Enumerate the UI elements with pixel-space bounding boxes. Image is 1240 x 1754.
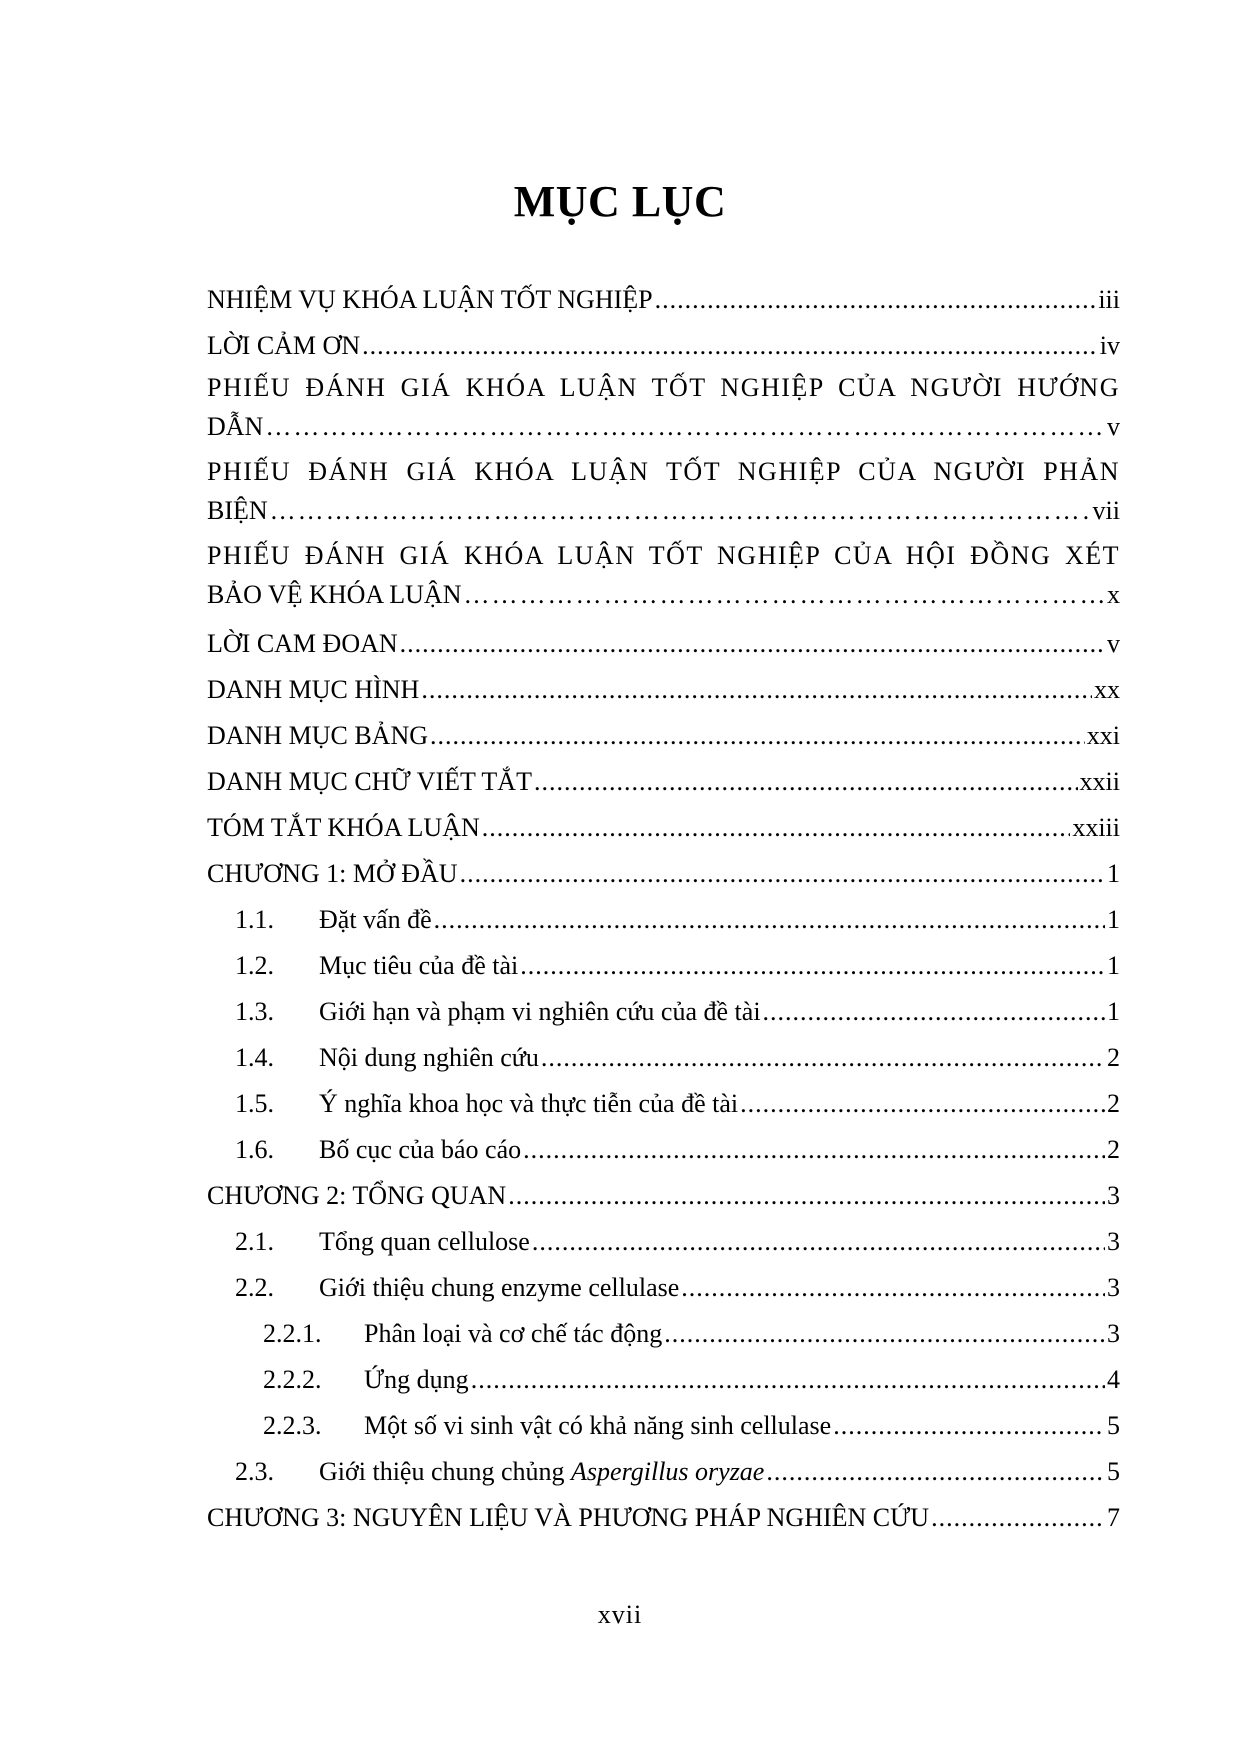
dot-leader	[460, 851, 1105, 897]
toc-entry-page: v	[1107, 629, 1120, 658]
toc-entry-line2	[207, 575, 1120, 615]
toc-entry-text: CHƯƠNG 1: MỞ ĐẦU	[207, 859, 458, 888]
toc-section-number: 2.2.	[235, 1273, 274, 1302]
toc-section-number: 1.1.	[235, 905, 274, 934]
dot-leader	[681, 1265, 1105, 1311]
toc-section[interactable]	[207, 1127, 1120, 1173]
toc-section-number: 1.6.	[235, 1135, 274, 1164]
toc-chapter-2[interactable]	[207, 1173, 1120, 1219]
toc-entry[interactable]	[207, 323, 1120, 369]
toc-entry-page: 1	[1107, 951, 1120, 980]
toc-subsection[interactable]	[207, 1357, 1120, 1403]
toc-entry-text: Nội dung nghiên cứu	[319, 1043, 539, 1072]
toc-entry-text: DANH MỤC HÌNH	[207, 675, 420, 704]
toc-entry-page: 5	[1107, 1457, 1120, 1486]
toc-entry-line2	[207, 407, 1120, 447]
toc-entry[interactable]	[207, 277, 1120, 323]
toc-entry-page: 3	[1107, 1319, 1120, 1348]
toc-section-number: 1.5.	[235, 1089, 274, 1118]
dot-leader	[655, 277, 1097, 323]
toc-entry-text: PHIẾU ĐÁNH GIÁ KHÓA LUẬN TỐT NGHIỆP CỦA NGƯỜI HƯỚNG	[207, 373, 1120, 402]
dot-leader	[430, 713, 1085, 759]
toc-entry-page: 2	[1107, 1043, 1120, 1072]
toc-entry-page: 2	[1107, 1089, 1120, 1118]
toc-entry-page: xxi	[1086, 721, 1120, 750]
toc-entry-text: Phân loại và cơ chế tác động	[364, 1319, 663, 1348]
toc-entry[interactable]	[207, 759, 1120, 805]
toc-entry[interactable]	[207, 537, 1120, 615]
toc-entry-text: Tổng quan cellulose	[319, 1227, 530, 1256]
toc-entry-text-continued: BIỆN	[207, 496, 268, 525]
dot-leader	[766, 1449, 1105, 1495]
toc-section[interactable]	[207, 1081, 1120, 1127]
toc-section[interactable]	[207, 943, 1120, 989]
toc-entry-page: x	[1107, 580, 1120, 609]
toc-entry-page: vii	[1092, 496, 1120, 525]
page-number-footer: xvii	[597, 1600, 643, 1629]
dot-leader	[523, 1127, 1105, 1173]
toc-entry-page: xxiii	[1072, 813, 1120, 842]
dot-leader	[508, 1173, 1105, 1219]
toc-entry-page: 3	[1107, 1227, 1120, 1256]
toc-section-number: 1.4.	[235, 1043, 274, 1072]
toc-entry-page: 1	[1107, 997, 1120, 1026]
toc-entry-text: LỜI CAM ĐOAN	[207, 629, 398, 658]
toc-section[interactable]	[207, 1035, 1120, 1081]
dot-leader	[931, 1495, 1105, 1541]
toc-entry-text: DANH MỤC CHỮ VIẾT TẮT	[207, 767, 532, 796]
page-title: MỤC LỤC	[513, 177, 727, 226]
toc-entry-page: 4	[1107, 1365, 1120, 1394]
dot-leader	[421, 667, 1092, 713]
dot-leader	[833, 1403, 1105, 1449]
toc-section[interactable]	[207, 989, 1120, 1035]
dot-leader	[740, 1081, 1105, 1127]
toc-entry[interactable]	[207, 805, 1120, 851]
toc-entry-text: LỜI CẢM ƠN	[207, 331, 361, 360]
dot-leader	[763, 989, 1105, 1035]
toc-entry[interactable]	[207, 369, 1120, 447]
toc-chapter-1[interactable]	[207, 851, 1120, 897]
toc-entry-line2	[207, 491, 1120, 531]
dot-leader	[664, 1311, 1105, 1357]
toc-entry-text-continued: DẪN	[207, 412, 264, 441]
dot-leader	[434, 897, 1105, 943]
dot-leader	[270, 491, 1091, 531]
toc-entry-page: xxii	[1079, 767, 1120, 796]
toc-entry-page: 5	[1107, 1411, 1120, 1440]
toc-section-number: 2.2.1.	[263, 1319, 322, 1348]
toc-entry-page: 7	[1107, 1503, 1120, 1532]
toc-entry-text-continued: BẢO VỆ KHÓA LUẬN	[207, 580, 462, 609]
toc-entry-text	[319, 1449, 764, 1495]
toc-section[interactable]	[207, 1449, 1120, 1495]
toc-section-number: 2.2.3.	[263, 1411, 322, 1440]
toc-entry-page: 1	[1107, 859, 1120, 888]
dot-leader	[471, 1357, 1105, 1403]
toc-entry-page: iii	[1098, 285, 1120, 314]
toc-entry-page: 3	[1107, 1181, 1120, 1210]
toc-entry-text: TÓM TẮT KHÓA LUẬN	[207, 813, 480, 842]
dot-leader	[532, 1219, 1105, 1265]
toc-entry-text: Ứng dụng	[364, 1365, 469, 1394]
toc-section-number: 2.1.	[235, 1227, 274, 1256]
toc-section-number: 2.3.	[235, 1457, 274, 1486]
toc-entry[interactable]	[207, 621, 1120, 667]
toc-entry-text-roman: Giới thiệu chung chủng	[319, 1457, 572, 1486]
toc-entry-text: Giới hạn và phạm vi nghiên cứu của đề tài	[319, 997, 761, 1026]
toc-entry-text-italic: Aspergillus oryzae	[571, 1457, 765, 1486]
dot-leader	[362, 323, 1098, 369]
dot-leader	[400, 621, 1105, 667]
dot-leader	[520, 943, 1105, 989]
dot-leader	[463, 575, 1105, 615]
toc-section[interactable]	[207, 1265, 1120, 1311]
toc-section-number: 2.2.2.	[263, 1365, 322, 1394]
toc-entry-page: iv	[1099, 331, 1120, 360]
toc-subsection[interactable]	[207, 1311, 1120, 1357]
toc-entry-text: PHIẾU ĐÁNH GIÁ KHÓA LUẬN TỐT NGHIỆP CỦA NGƯỜI PHẢN	[207, 457, 1120, 486]
toc-entry-text: Ý nghĩa khoa học và thực tiễn của đề tài	[319, 1089, 739, 1118]
toc-entry[interactable]	[207, 713, 1120, 759]
toc-section[interactable]	[207, 897, 1120, 943]
toc-section[interactable]	[207, 1219, 1120, 1265]
dot-leader	[265, 407, 1105, 447]
toc-entry-page: 2	[1107, 1135, 1120, 1164]
toc-entry-text: PHIẾU ĐÁNH GIÁ KHÓA LUẬN TỐT NGHIỆP CỦA HỘI ĐỒNG XÉT	[207, 541, 1120, 570]
toc-entry-text: Giới thiệu chung enzyme cellulase	[319, 1273, 680, 1302]
table-of-contents	[207, 277, 1120, 1541]
toc-entry-text: CHƯƠNG 3: NGUYÊN LIỆU VÀ PHƯƠNG PHÁP NGHIÊN CỨU	[207, 1503, 930, 1532]
toc-entry-text: DANH MỤC BẢNG	[207, 721, 429, 750]
toc-entry-page: 3	[1107, 1273, 1120, 1302]
toc-entry-text: Mục tiêu của đề tài	[319, 951, 519, 980]
toc-entry-text: NHIỆM VỤ KHÓA LUẬN TỐT NGHIỆP	[207, 285, 653, 314]
toc-entry-text: CHƯƠNG 2: TỔNG QUAN	[207, 1181, 507, 1210]
toc-subsection[interactable]	[207, 1403, 1120, 1449]
dot-leader	[482, 805, 1071, 851]
toc-entry-page: xx	[1094, 675, 1120, 704]
toc-chapter-3[interactable]	[207, 1495, 1120, 1541]
toc-section-number: 1.3.	[235, 997, 274, 1026]
toc-entry-page: v	[1107, 412, 1120, 441]
toc-entry[interactable]	[207, 453, 1120, 531]
dot-leader	[541, 1035, 1105, 1081]
toc-entry-page: 1	[1107, 905, 1120, 934]
toc-entry[interactable]	[207, 667, 1120, 713]
toc-entry-text: Một số vi sinh vật có khả năng sinh cellulase	[364, 1411, 832, 1440]
toc-entry-text: Bố cục của báo cáo	[319, 1135, 522, 1164]
toc-entry-text: Đặt vấn đề	[319, 905, 432, 934]
dot-leader	[534, 759, 1078, 805]
toc-section-number: 1.2.	[235, 951, 274, 980]
